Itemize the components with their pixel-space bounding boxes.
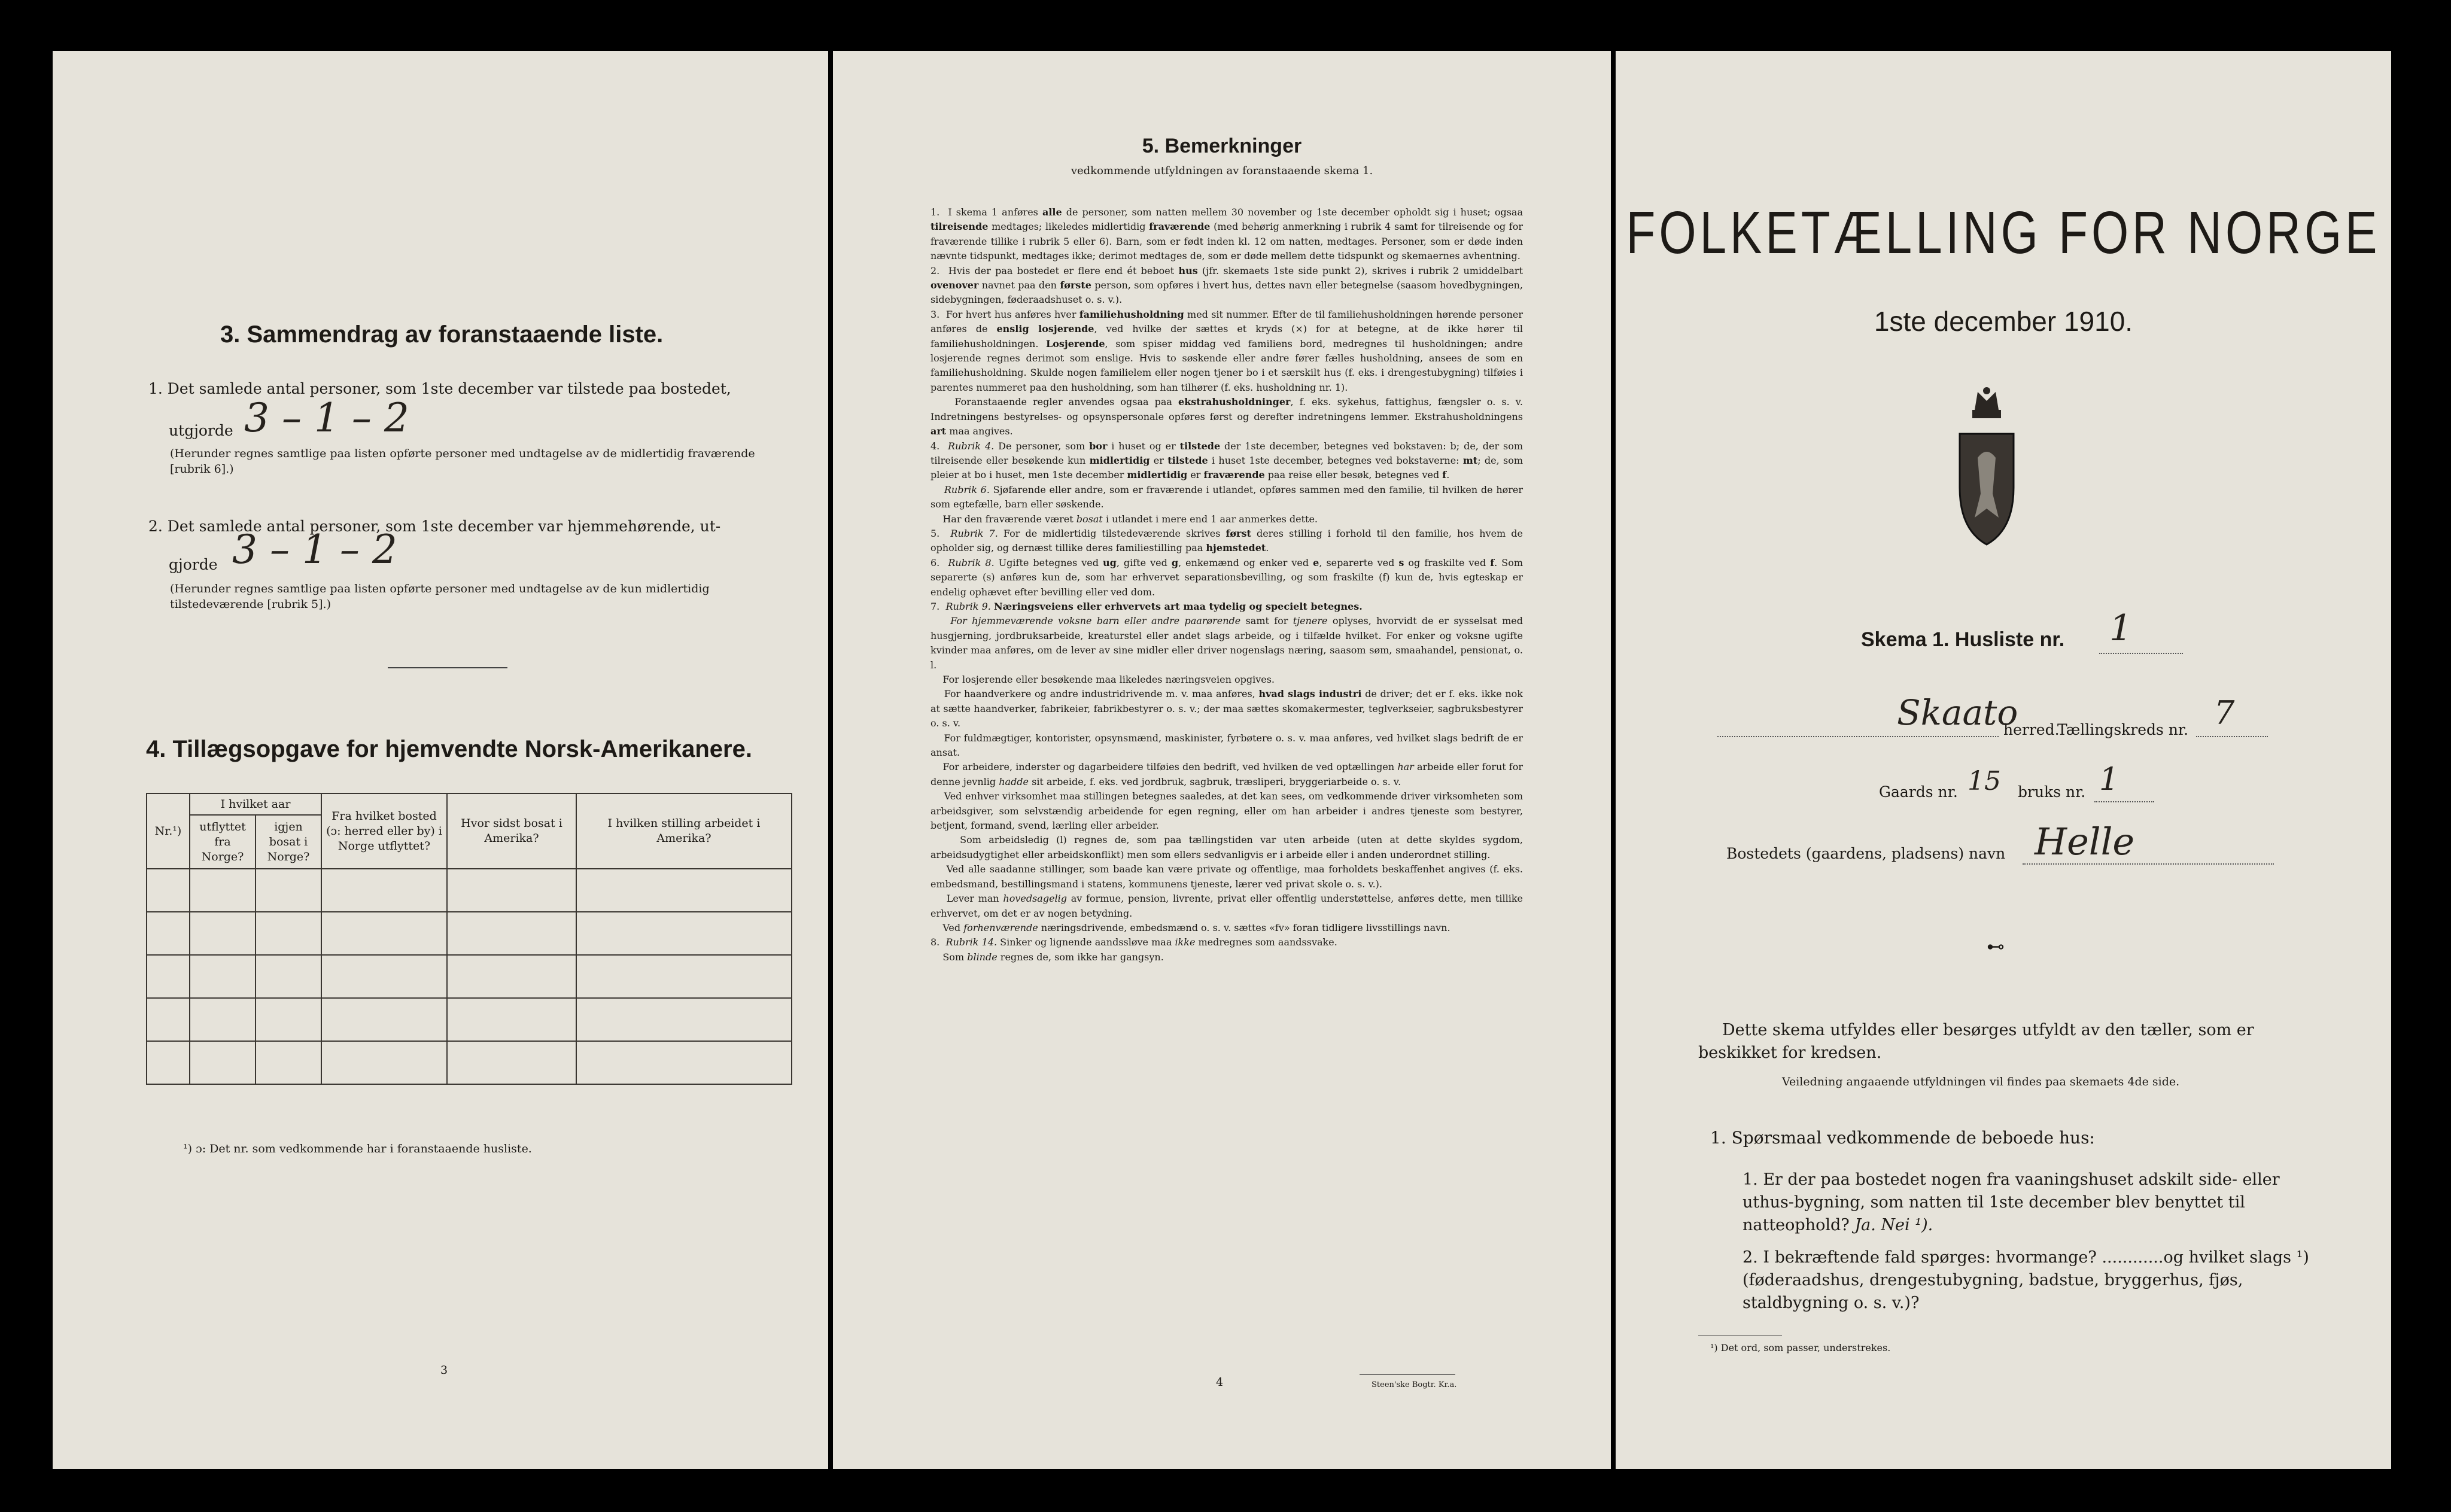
bosted-underline bbox=[2023, 863, 2274, 865]
bosted-label: Bostedets (gaardens, pladsens) navn bbox=[1726, 845, 2006, 862]
col-occupation: I hvilken stilling arbeidet i Amerika? bbox=[576, 793, 792, 869]
section4-title: 4. Tillægsopgave for hjemvendte Norsk-Amerikanere. bbox=[146, 736, 752, 762]
question-1-text: 1. Er der paa bostedet nogen fra vaaningshuset adskilt side- eller uthus-bygning, som natten til 1ste december blev benyttet til natteophold? bbox=[1743, 1170, 2280, 1234]
table-footnote: ¹) ɔ: Det nr. som vedkommende har i foranstaaende husliste. bbox=[183, 1142, 532, 1155]
questions-heading: 1. Spørsmaal vedkommende de beboede hus: bbox=[1710, 1128, 2095, 1148]
ornament-icon: ⊷ bbox=[1987, 936, 2005, 957]
herred-label: herred. bbox=[2003, 721, 2060, 738]
question-2: 2. I bekræftende fald spørges: hvormange? ............og hvilket slags ¹) (føderaadshus, drengestubygning, badstue, bryggerhus, fjøs, staldbygning o. s. v.)? bbox=[1743, 1248, 2309, 1312]
q2-line: 2. Det samlede antal personer, som 1ste december var hjemmehørende, ut- bbox=[148, 518, 721, 535]
page-number: 3 bbox=[440, 1364, 448, 1377]
col-returned: igjen bosat i Norge? bbox=[256, 815, 321, 869]
bruks-label: bruks nr. bbox=[2018, 783, 2086, 801]
table-row bbox=[147, 912, 792, 955]
kreds-underline bbox=[2196, 736, 2268, 737]
herred-value: Skaato bbox=[1897, 692, 2018, 733]
col-last-residence: Hvor sidst bosat i Amerika? bbox=[447, 793, 576, 869]
gaards-label: Gaards nr. bbox=[1879, 783, 1958, 801]
page-left bbox=[53, 51, 828, 1469]
section3-title: 3. Sammendrag av foranstaaende liste. bbox=[220, 321, 664, 348]
question-1 bbox=[1743, 1169, 2317, 1237]
kreds-label: Tællingskreds nr. bbox=[2057, 721, 2189, 738]
schema-underline bbox=[2099, 652, 2183, 654]
col-from-where: Fra hvilket bosted (ɔ: herred eller by) i Norge utflyttet? bbox=[321, 793, 447, 869]
bosted-value: Helle bbox=[2035, 820, 2135, 863]
gaards-value: 15 bbox=[1968, 766, 2001, 796]
instruction-1: Dette skema utfyldes eller besørges utfyldt av den tæller, som er beskikket for kredsen. bbox=[1698, 1021, 2254, 1062]
schema-label: Skema 1. Husliste nr. bbox=[1861, 628, 2065, 651]
table-row bbox=[147, 955, 792, 998]
footnote: ¹) Det ord, som passer, understrekes. bbox=[1710, 1342, 1891, 1353]
q1-line: 1. Det samlede antal personer, som 1ste december var tilstede paa bostedet, bbox=[148, 380, 731, 397]
printer-mark: Steen'ske Bogtr. Kr.a. bbox=[1372, 1380, 1457, 1389]
printer-rule bbox=[1360, 1374, 1455, 1375]
herred-underline bbox=[1717, 736, 1999, 737]
bruks-underline bbox=[2094, 801, 2154, 802]
q2-prefix: gjorde bbox=[169, 556, 218, 573]
q1-note: (Herunder regnes samtlige paa listen opførte personer med undtagelse av de midlertidig fraværende [rubrik 6].) bbox=[170, 447, 755, 476]
col-group-year: I hvilket aar bbox=[190, 793, 321, 815]
census-date: 1ste december 1910. bbox=[1874, 306, 2133, 337]
bruks-value: 1 bbox=[2099, 762, 2119, 798]
q2-note: (Herunder regnes samtlige paa listen opførte personer med undtagelse av de kun midlertidig tilstedeværende [rubrik 5].) bbox=[170, 582, 710, 611]
table-row bbox=[147, 1041, 792, 1084]
question-1-answer: Ja. Nei ¹). bbox=[1854, 1216, 1933, 1234]
page-middle bbox=[833, 51, 1611, 1469]
page-right bbox=[1616, 51, 2391, 1469]
divider bbox=[388, 667, 507, 668]
q2-value: 3 – 1 – 2 bbox=[232, 527, 397, 573]
q1-prefix: utgjorde bbox=[169, 422, 233, 439]
q1-value: 3 – 1 – 2 bbox=[244, 395, 409, 441]
col-emigrated: utflyttet fra Norge? bbox=[190, 815, 256, 869]
table-row bbox=[147, 869, 792, 912]
norway-coat-of-arms-icon bbox=[1951, 386, 2023, 547]
norsk-amerikaner-table bbox=[146, 793, 792, 1085]
instruction-2: Veiledning angaaende utfyldningen vil findes paa skemaets 4de side. bbox=[1782, 1075, 2180, 1088]
col-nr: Nr.¹) bbox=[147, 793, 190, 869]
remarks-subtitle: vedkommende utfyldningen av foranstaaende skema 1. bbox=[1071, 165, 1373, 177]
main-title: FOLKETÆLLING FOR NORGE bbox=[1626, 199, 2381, 266]
table-row bbox=[147, 998, 792, 1041]
kreds-value: 7 bbox=[2214, 694, 2235, 732]
remarks-title: 5. Bemerkninger bbox=[1142, 135, 1302, 157]
page-number: 4 bbox=[1216, 1376, 1224, 1389]
schema-value: 1 bbox=[2109, 607, 2133, 649]
remarks-body: 1. I skema 1 anføres alle de personer, som natten mellem 30 november og 1ste december opholdt sig i huset; ogsaa tilreisende medtages; likeledes midlertidig fraværende (med behørig anmerkning i rubrik 4 samt for tilreisende og for fraværende tillike i rubrik 5 eller 6). Barn, som er født inden kl. 12 om natten, medtages. Personer, som er døde inden nævnte tidspunkt, medtages ikke; derimot medtages de, som er døde mellem dette tidspunkt og skemaernes avhentning. 2. Hvis der paa bostedet er flere end ét beboet hus (jfr. skemaets 1ste side punkt 2), skrives i rubrik 2 umiddelbart ovenover navnet paa den første person, som opføres i hvert hus, dettes navn eller betegnelse (saasom hovedbygningen, sidebygningen, føderaadshuset o. s. v.). 3. For hvert hus anføres hver familiehusholdning med sit nummer. Efter de til familiehusholdningen hørende personer anføres de enslig losjerende, ved hvilke der sættes et kryds (×) for at betegne, at de ikke hører til familiehusholdningen. Losjerende, som spiser middag ved familiens bord, medregnes til husholdningen; andre losjerende regnes derimot som enslige. Hvis to søskende eller andre fører fælles husholdning, ansees de som en familiehusholdning. Skulde nogen familielem eller nogen tjener bo i et særskilt hus (f. eks. i drengestubygning) tilføies i parentes nummeret paa den husholdning, som han tilhører (f. eks. husholdning nr. 1). Foranstaaende regler anvendes ogsaa paa ekstrahusholdninger, f. eks. sykehus, fattighus, fængsler o. s. v. Indretningens bestyrelses- og opsynspersonale opføres først og derefter indretningens lemmer. Ekstrahusholdningens art maa angives. 4. Rubrik 4. De personer, som bor i huset og er tilstede der 1ste december, betegnes ved bokstaven: b; de, der som tilreisende eller besøkende kun midlertidig er tilstede i huset 1ste december, betegnes ved bokstaverne: mt; de, som pleier at bo i huset, men 1ste december midlertidig er fraværende paa reise eller besøk, betegnes ved f. Rubrik 6. Sjøfarende eller andre, som er fraværende i utlandet, opføres sammen med den familie, til hvilken de hører som egtefælle, barn eller søskende. Har den fraværende været bosat i utlandet i mere end 1 aar anmerkes dette. 5. Rubrik 7. For de midlertidig tilstedeværende skrives først deres stilling i forhold til den familie, hos hvem de opholder sig, og dernæst tillike deres familiestilling paa hjemstedet. 6. Rubrik 8. Ugifte betegnes ved ug, gifte ved g, enkemænd og enker ved e, separerte ved s og fraskilte ved f. Som separerte (s) anføres kun de, som har erhvervet separationsbevilling, og som fraskilte (f) kun de, hvis egteskap er endelig ophævet efter bevilling eller ved dom. 7. Rubrik 9. Næringsveiens eller erhvervets art maa tydelig og specielt betegnes. For hjemmeværende voksne barn eller andre paarørende samt for tjenere oplyses, hvorvidt de er sysselsat med husgjerning, jordbruksarbeide, kreaturstel eller andet slags arbeide, og i tilfælde hvilket. For enker og voksne ugifte kvinder maa anføres, om de lever av sine midler eller driver nogenslags næring, saasom søm, smaahandel, pensionat, o. l. For losjerende eller besøkende maa likeledes næringsveien opgives. For haandverkere og andre industridrivende m. v. maa anføres, hvad slags industri de driver; det er f. eks. ikke nok at sætte haandverker, fabrikeier, fabrikbestyrer o. s. v.; der maa sættes skomakermester, teglverkseier, sagbruksbestyrer o. s. v. For fuldmægtiger, kontorister, opsynsmænd, maskinister, fyrbøtere o. s. v. maa anføres, ved hvilket slags bedrift de er ansat. For arbeidere, inderster og dagarbeidere tilføies den bedrift, ved hvilken de ved optællingen har arbeide eller forut for denne jevnlig hadde sit arbeide, f. eks. ved jordbruk, sagbruk, træsliperi, bryggeriarbeide o. s. v. Ved enhver virksomhet maa stillingen betegnes saaledes, at det kan sees, om vedkommende driver virksomheten som arbeidsgiver, som selvstændig arbeidende for egen regning, eller om han arbeider i andres tjeneste som bestyrer, betjent, formand, svend, lærling eller arbeider. Som arbeidsledig (l) regnes de, som paa tællingstiden var uten arbeide (uten at dette skyldes sygdom, arbeidsudygtighet eller arbeidskonflikt) men som ellers sedvanligvis er i arbeide eller i anden underordnet stilling. Ved alle saadanne stillinger, som baade kan være private og offentlige, maa forholdets beskaffenhet angives (f. eks. embedsmand, bestillingsmand i statens, kommunens tjeneste, lærer ved privat skole o. s. v.). Lever man hovedsagelig av formue, pension, livrente, privat eller offentlig understøttelse, anføres dette, men tillike erhvervet, om det er av nogen betydning. Ved forhenværende næringsdrivende, embedsmænd o. s. v. sættes «fv» foran tidligere livsstillings navn. 8. Rubrik 14. Sinker og lignende aandssløve maa ikke medregnes som aandssvake. Som blinde regnes de, som ikke har gangsyn. bbox=[930, 206, 1523, 963]
